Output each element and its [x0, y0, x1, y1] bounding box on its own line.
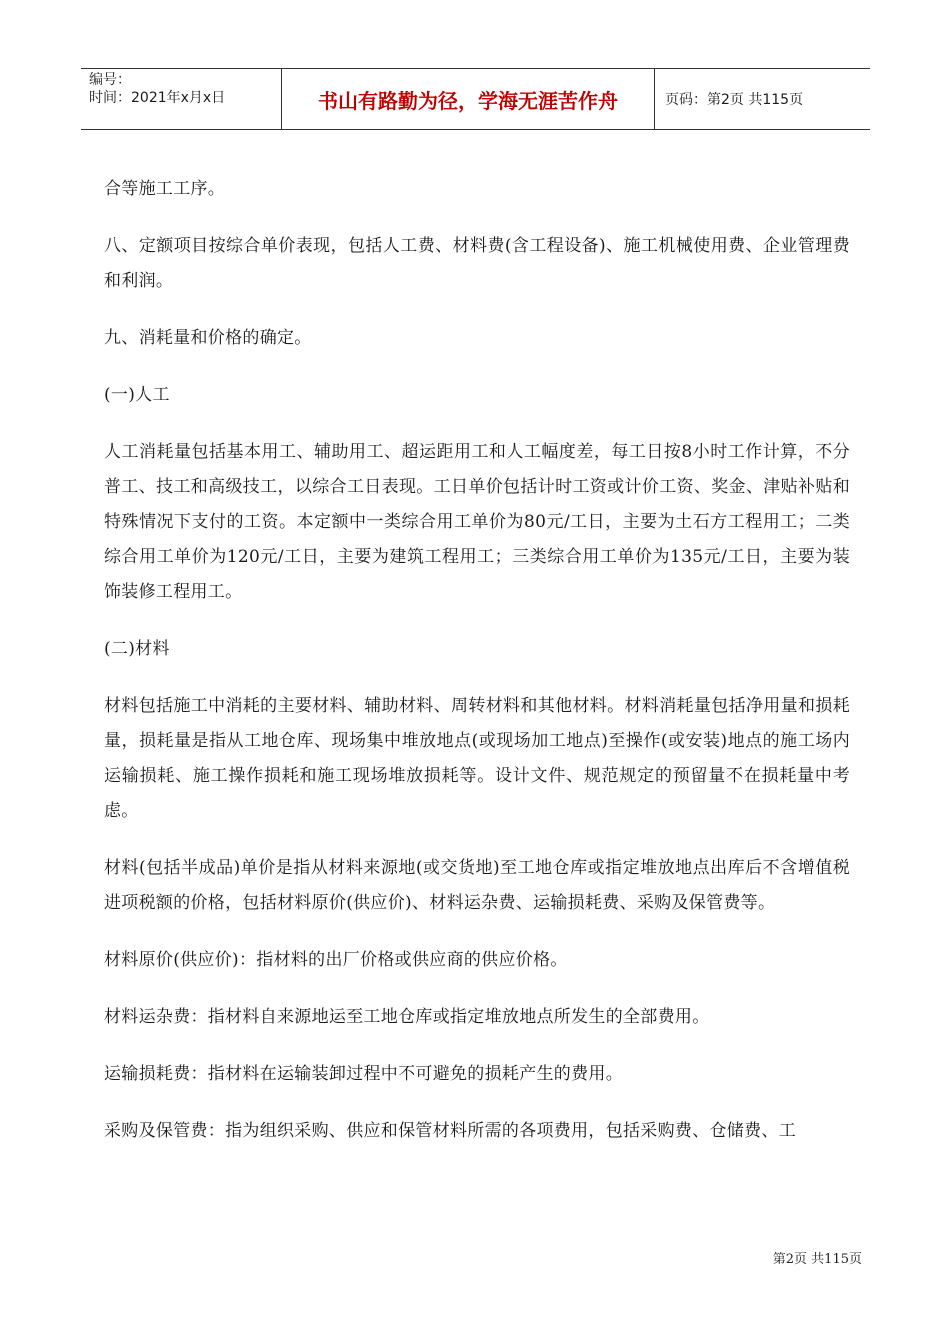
paragraph: 九、消耗量和价格的确定。 [104, 328, 312, 348]
paragraph: 八、定额项目按综合单价表现，包括人工费、材料费(含工程设备)、施工机械使用费、企业管理费和利润。 [104, 236, 850, 291]
header-motto: 书山有路勤为径，学海无涯苦作舟 [282, 69, 655, 129]
header-page-info: 页码：第2页 共115页 [665, 92, 804, 108]
paragraph: 人工消耗量包括基本用工、辅助用工、超运距用工和人工幅度差，每工日按8小时工作计算，不分普工、技工和高级技工，以综合工日表现。工日单价包括计时工资或计价工资、奖金、津贴补贴和特殊情况下支付的工资。本定额中一类综合用工单价为80元/工日，主要为土石方工程用工；二类综合用工单价为120元/工日，主要为建筑工程用工；三类综合用工单价为135元/工日，主要为装饰装修工程用工。 [104, 442, 850, 602]
page-footer: 第2页 共115页 [772, 1252, 862, 1267]
section-heading: (二)材料 [104, 639, 170, 659]
section-heading: (一)人工 [104, 385, 170, 405]
paragraph: 材料包括施工中消耗的主要材料、辅助材料、周转材料和其他材料。材料消耗量包括净用量和损耗量，损耗量是指从工地仓库、现场集中堆放地点(或现场加工地点)至操作(或安装)地点的施工场内运输损耗、施工操作损耗和施工现场堆放损耗等。设计文件、规范规定的预留量不在损耗量中考虑。 [104, 696, 850, 821]
paragraph: 材料原价(供应价)：指材料的出厂价格或供应商的供应价格。 [104, 950, 568, 970]
document-header [81, 68, 870, 130]
paragraph: 材料(包括半成品)单价是指从材料来源地(或交货地)至工地仓库或指定堆放地点出库后不含增值税进项税额的价格，包括材料原价(供应价)、材料运杂费、运输损耗费、采购及保管费等。 [104, 858, 850, 913]
document-number-label: 编号： [89, 72, 131, 88]
paragraph: 运输损耗费：指材料在运输装卸过程中不可避免的损耗产生的费用。 [104, 1064, 623, 1084]
paragraph: 合等施工工序。 [104, 179, 226, 199]
paragraph: 采购及保管费：指为组织采购、供应和保管材料所需的各项费用，包括采购费、仓储费、工 [104, 1121, 796, 1141]
paragraph: 材料运杂费：指材料自来源地运至工地仓库或指定堆放地点所发生的全部费用。 [104, 1007, 710, 1027]
document-body [104, 172, 850, 1171]
header-meta [81, 69, 282, 129]
document-time: 时间：2021年x月x日 [89, 90, 226, 106]
